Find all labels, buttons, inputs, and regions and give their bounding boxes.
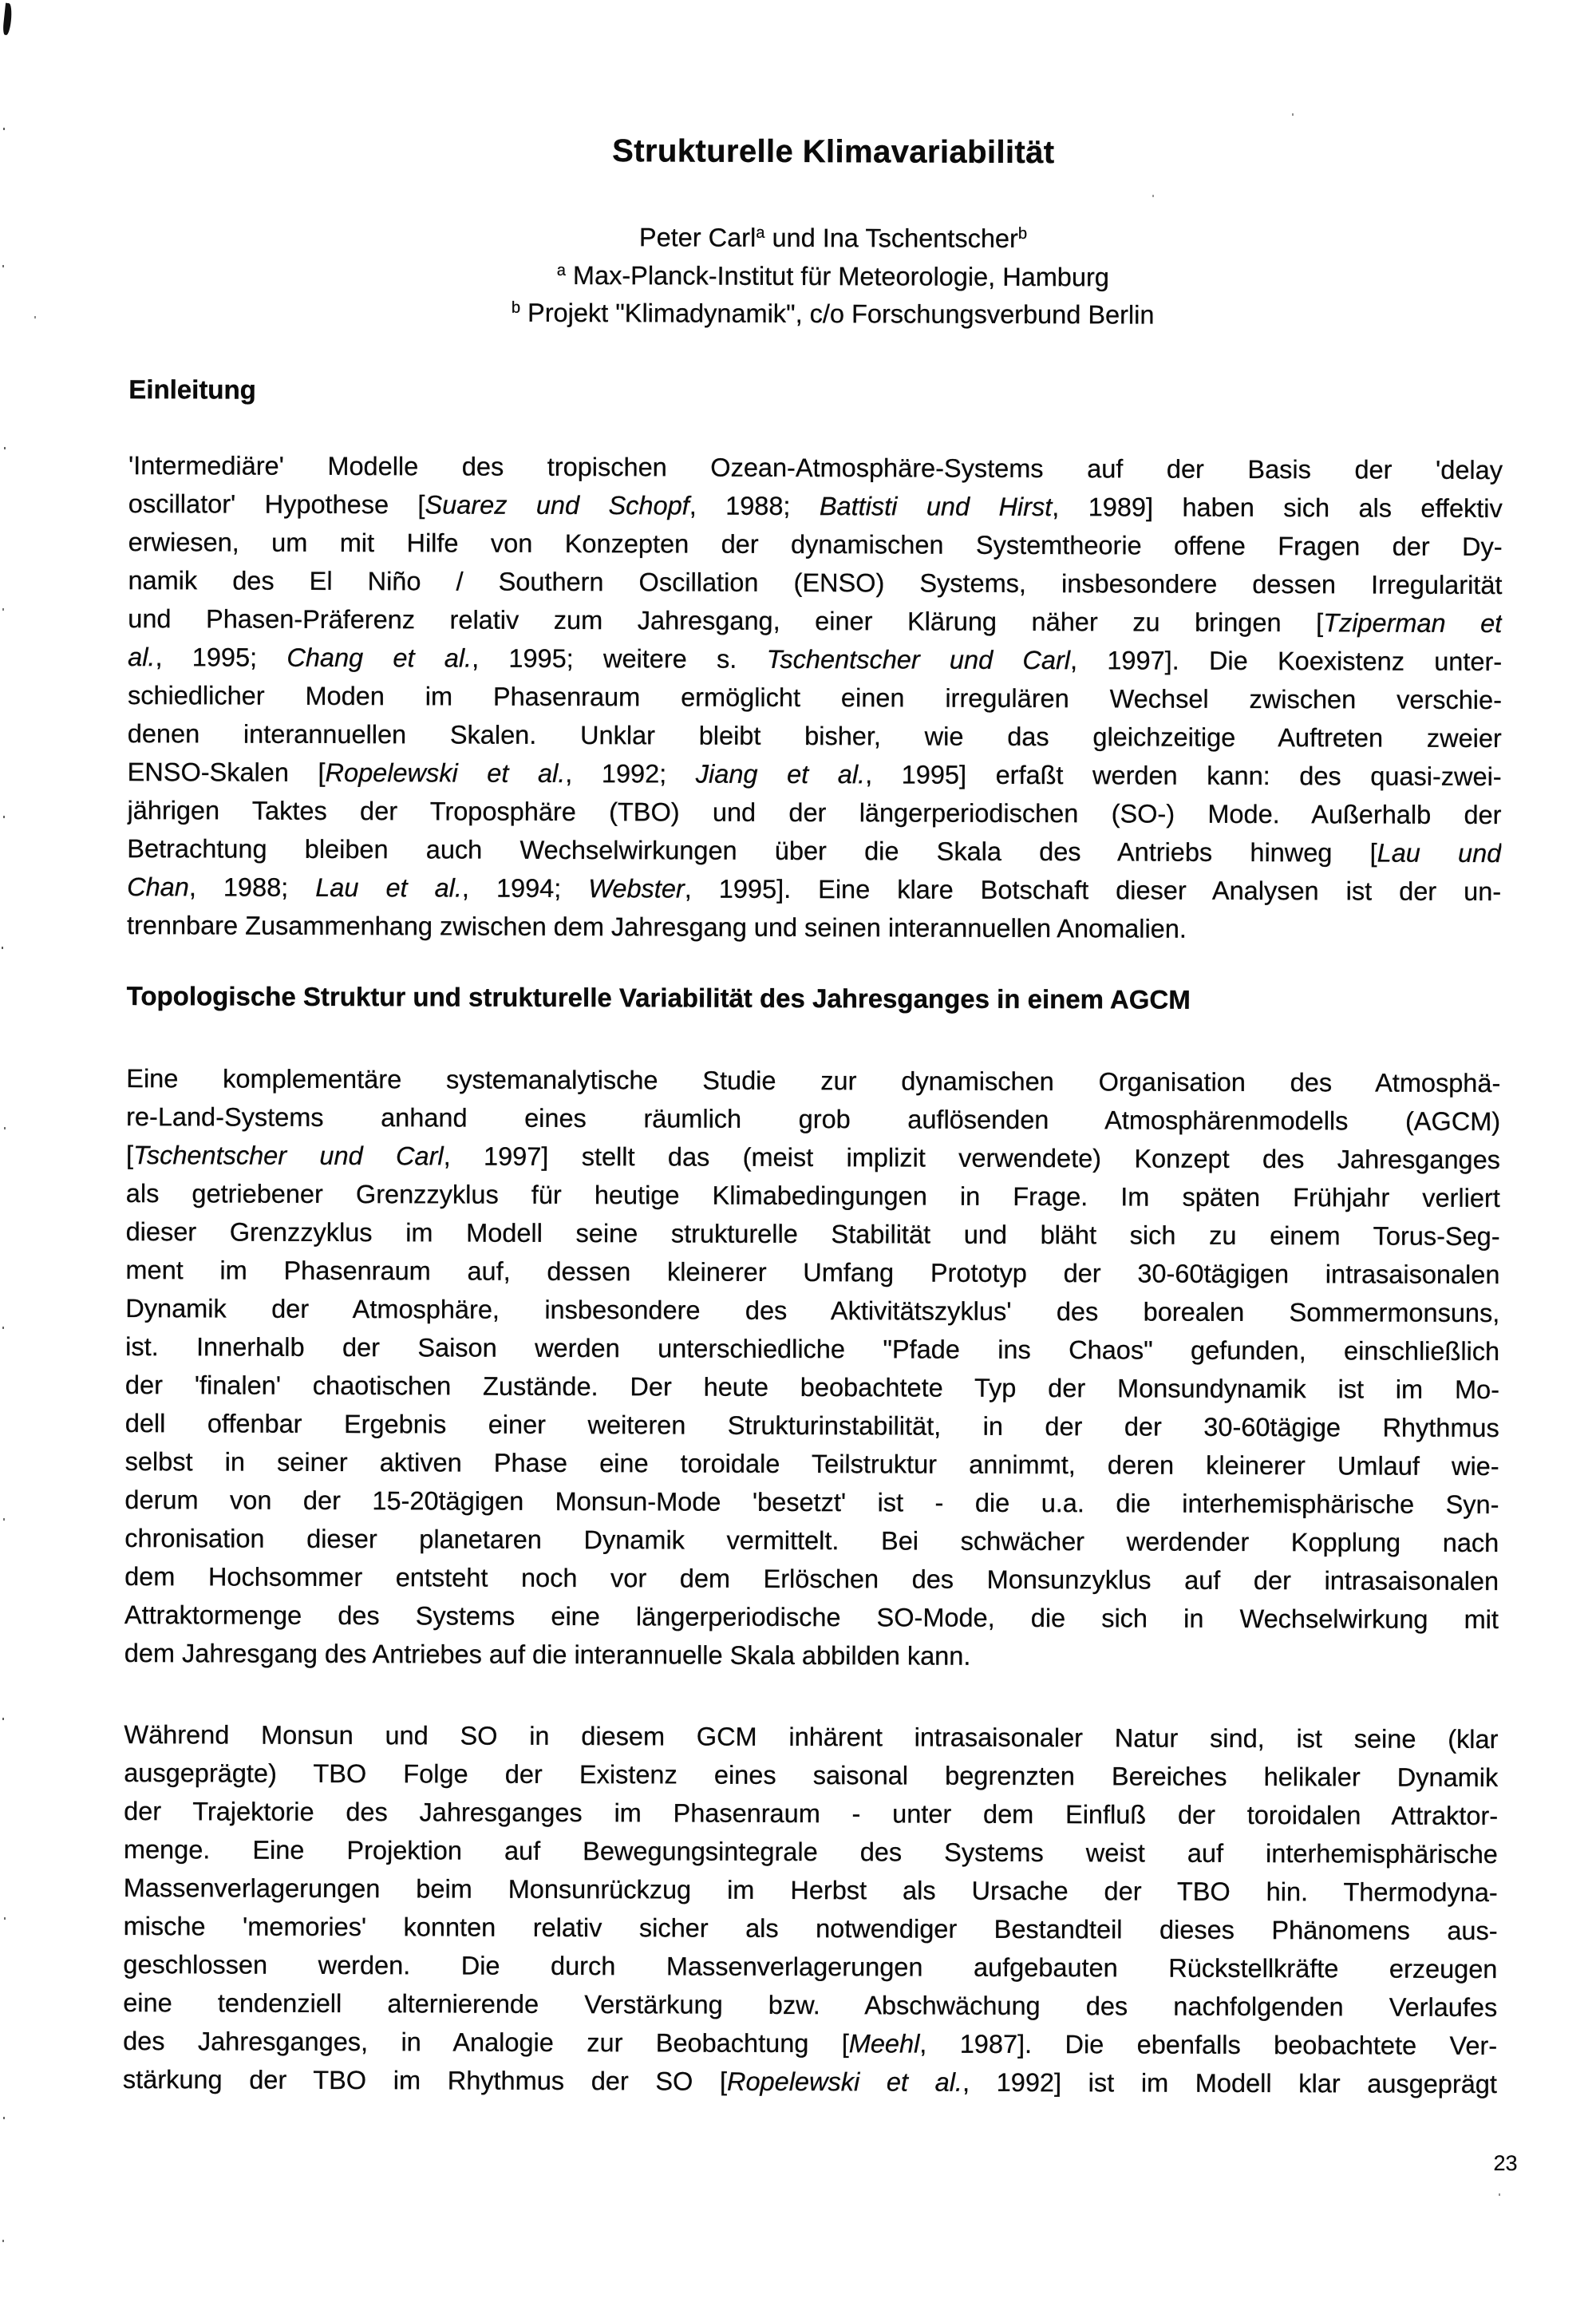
text-line: re-Land-Systems anhand eines räumlich grob auflösenden Atmosphärenmodells (AGCM) (126, 1102, 1501, 1137)
text-line: ausgeprägte) TBO Folge der Existenz eines saisonal begrenzten Bereiches helikaler Dynamik (124, 1758, 1499, 1793)
text-line: denen interannuellen Skalen. Unklar bleibt bisher, wie das gleichzeitige Auftreten zweier (127, 719, 1502, 753)
text-line: chronisation dieser planetaren Dynamik vermittelt. Bei schwächer werdender Kopplung nach (124, 1524, 1499, 1558)
text-line: dieser Grenzzyklus im Modell seine strukturelle Stabilität und bläht sich zu einem Torus-Seg- (125, 1217, 1500, 1252)
text-line: menge. Eine Projektion auf Bewegungsintegrale des Systems weist auf interhemisphärische (123, 1835, 1498, 1869)
text-line: Chan, 1988; Lau et al., 1994; Webster, 1995]. Eine klare Botschaft dieser Analysen ist der un- (127, 872, 1502, 907)
text-line: mische 'memories' konnten relativ sicher als notwendiger Bestandteil dieses Phänomens aus- (123, 1912, 1498, 1946)
text-line: namik des El Niño / Southern Oscillation (ENSO) Systems, insbesondere dessen Irregularität (128, 566, 1503, 600)
text-line: dem Hochsommer entsteht noch vor dem Erlöschen des Monsunzyklus auf der intrasaisonalen (124, 1562, 1499, 1596)
text-line: Während Monsun und SO in diesem GCM inhärent intrasaisonaler Natur sind, ist seine (klar (124, 1720, 1499, 1754)
text-line: eine tendenziell alternierende Verstärkung bzw. Abschwächung des nachfolgenden Verlaufes (123, 1988, 1498, 2023)
text-line: selbst in seiner aktiven Phase eine toroidale Teilstruktur annimmt, deren kleinerer Umlauf wie- (124, 1447, 1499, 1481)
text-line: oscillator' Hypothese [Suarez und Schopf, 1988; Battisti und Hirst, 1989] haben sich als effektiv (128, 489, 1503, 524)
text-line: dell offenbar Ergebnis einer weiteren Strukturinstabilität, in der der 30-60tägige Rhythmus (124, 1409, 1499, 1443)
paper-title: Strukturelle Klimavariabilität (612, 133, 1055, 171)
text-line: [Tschentscher und Carl, 1997] stellt das (meist implizit verwendete) Konzept des Jahresganges (125, 1141, 1501, 1175)
text-line: ist. Innerhalb der Saison werden unterschiedliche "Pfade ins Chaos" gefunden, einschließlich (125, 1332, 1500, 1367)
paragraph-agcm-study (124, 1059, 1501, 1677)
text-line: Eine komplementäre systemanalytische Studie zur dynamischen Organisation des Atmosphä- (126, 1064, 1501, 1098)
text-line: des Jahresganges, in Analogie zur Beobachtung [Meehl, 1987]. Die ebenfalls beobachtete Ver- (123, 2027, 1498, 2061)
text-line: Dynamik der Atmosphäre, insbesondere des Aktivitätszyklus' des borealen Sommermonsuns, (125, 1294, 1500, 1328)
text-line: erwiesen, um mit Hilfe von Konzepten der dynamischen Systemtheorie offene Fragen der Dy- (128, 528, 1503, 562)
text-line: als getriebener Grenzzyklus für heutige Klimabedingungen in Frage. Im späten Frühjahr verliert (125, 1179, 1500, 1213)
text-line: geschlossen werden. Die durch Massenverlagerungen aufgebauten Rückstellkräfte erzeugen (123, 1950, 1498, 1984)
text-line: schiedlicher Moden im Phasenraum ermöglicht einen irregulären Wechsel zwischen verschie- (127, 681, 1503, 715)
text-line: stärkung der TBO im Rhythmus der SO [Ropelewski et al., 1992] ist im Modell klar ausgeprägt (122, 2065, 1497, 2099)
text-line: Massenverlagerungen beim Monsunrückzug im Herbst als Ursache der TBO hin. Thermodyna- (123, 1873, 1498, 1908)
text-line: der 'finalen' chaotischen Zustände. Der heute beobachtete Typ der Monsundynamik ist im Mo- (124, 1371, 1500, 1405)
text-line: al., 1995; Chang et al., 1995; weitere s. Tschentscher und Carl, 1997]. Die Koexistenz unter- (128, 643, 1503, 677)
section-heading-einleitung: Einleitung (128, 374, 256, 405)
text-line: der Trajektorie des Jahresganges im Phasenraum - unter dem Einfluß der toroidalen Attraktor- (124, 1797, 1499, 1831)
affiliation-b: $^b$ Projekt "Klimadynamik", c/o Forschungsverbund Berlin (511, 298, 1155, 330)
text-line: trennbare Zusammenhang zwischen dem Jahresgang und seinen interannuellen Anomalien. (126, 911, 1187, 943)
text-line: jährigen Taktes der Troposphäre (TBO) und der längerperiodischen (SO-) Mode. Außerhalb der (127, 796, 1502, 830)
text-line: Attraktormenge des Systems eine längerperiodische SO-Mode, die sich in Wechselwirkung mit (124, 1600, 1499, 1635)
page-number: 23 (1493, 2151, 1518, 2176)
scan-noise-specks (0, 0, 2, 2)
section-heading-topologische-struktur: Topologische Struktur und strukturelle Variabilität des Jahresganges in einem AGCM (126, 981, 1191, 1015)
text-line: ment im Phasenraum auf, dessen kleinerer Umfang Prototyp der 30-60tägigen intrasaisonalen (125, 1256, 1500, 1290)
affiliation-a: $^a$ Max-Planck-Institut für Meteorologie, Hamburg (556, 260, 1109, 292)
text-line: 'Intermediäre' Modelle des tropischen Ozean-Atmosphäre-Systems auf der Basis der 'delay (128, 451, 1503, 485)
text-line: Betrachtung bleiben auch Wechselwirkungen über die Skala des Antriebs hinweg [Lau und (127, 834, 1502, 868)
paragraph-tbo-monsun (123, 1715, 1499, 2103)
text-line: ENSO-Skalen [Ropelewski et al., 1992; Jiang et al., 1995] erfaßt werden kann: des quasi-zwei- (127, 757, 1502, 792)
text-line: derum von der 15-20tägigen Monsun-Mode 'besetzt' ist - die u.a. die interhemisphärische Syn- (124, 1485, 1499, 1520)
text-line: und Phasen-Präferenz relativ zum Jahresgang, einer Klärung näher zu bringen [Tziperman et (128, 604, 1503, 639)
paragraph-intro (127, 446, 1503, 949)
authors-names: Peter Carl$^a$ und Ina Tschentscher$^b$ (638, 223, 1028, 253)
text-line: dem Jahresgang des Antriebes auf die interannuelle Skala abbilden kann. (124, 1639, 971, 1671)
